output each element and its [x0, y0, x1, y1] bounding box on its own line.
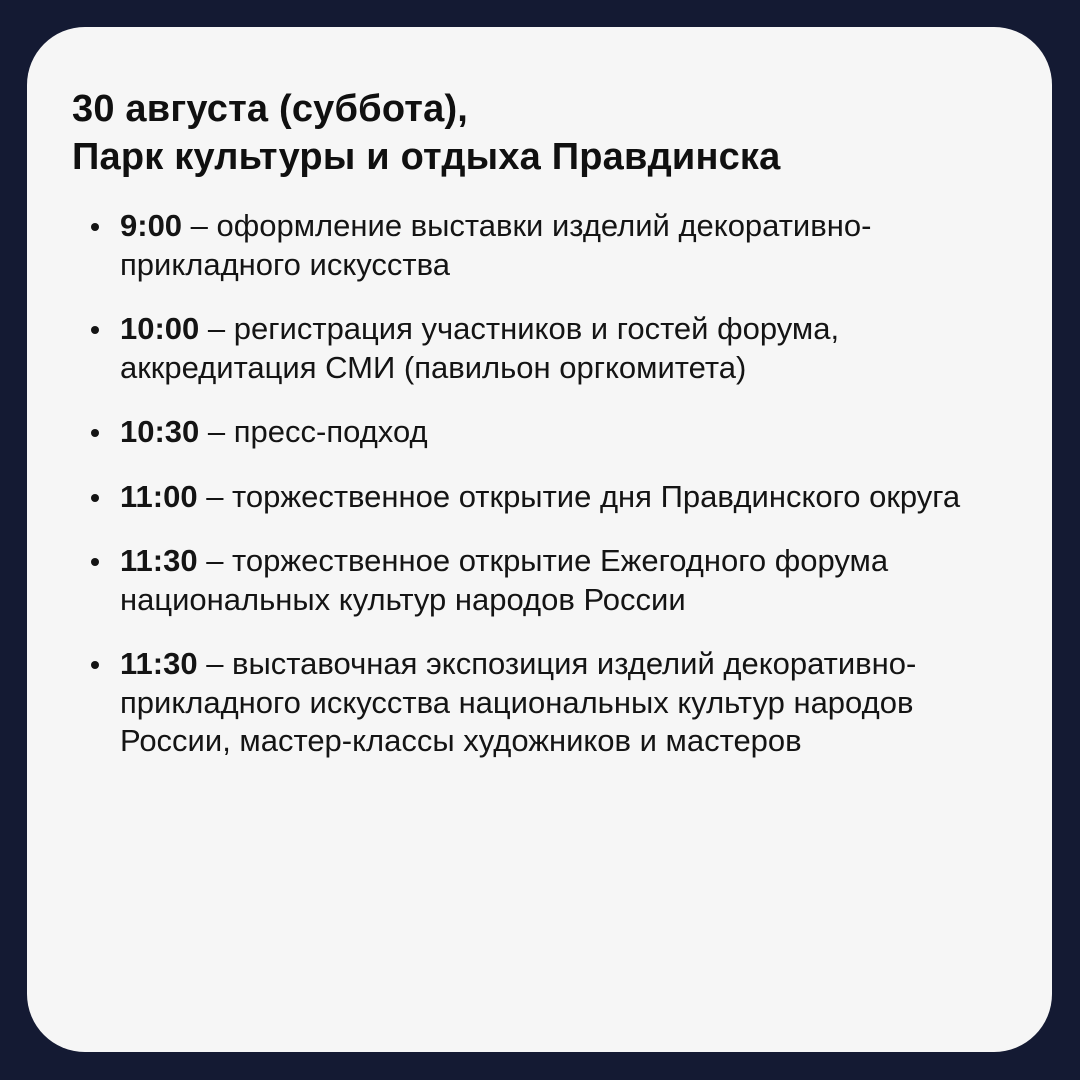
bullet-icon — [91, 223, 99, 231]
schedule-description: – выставочная экспозиция изделий декоративно-прикладного искусства национальных культур народов России, мастер-классы художников и мастеров — [120, 646, 917, 758]
schedule-item — [72, 645, 1016, 761]
title-location-line: Парк культуры и отдыха Правдинска — [72, 136, 781, 178]
schedule-item — [72, 542, 1016, 619]
schedule-time: 11:30 — [120, 543, 198, 578]
schedule-description: – оформление выставки изделий декоративно-прикладного искусства — [120, 208, 872, 282]
schedule-time: 9:00 — [120, 208, 183, 243]
bullet-icon — [91, 558, 99, 566]
title-date-line: 30 августа (суббота), — [72, 88, 469, 130]
schedule-time: 11:00 — [120, 478, 198, 514]
bullet-icon — [91, 494, 99, 502]
schedule-item — [72, 310, 1016, 387]
page-title — [72, 85, 1016, 181]
schedule-description: – регистрация участников и гостей форума, аккредитация СМИ (павильон оргкомитета) — [120, 311, 840, 385]
bullet-icon — [91, 326, 99, 334]
schedule-time: 11:30 — [120, 646, 198, 681]
schedule-item — [72, 413, 1016, 452]
schedule-item — [72, 207, 1016, 284]
schedule-list — [72, 207, 1016, 761]
schedule-time: 10:30 — [120, 414, 200, 449]
schedule-item — [72, 478, 1016, 517]
schedule-card — [27, 27, 1052, 1052]
schedule-description: – торжественное открытие Ежегодного форума национальных культур народов России — [120, 543, 889, 617]
bullet-icon — [91, 429, 99, 437]
bullet-icon — [91, 661, 99, 669]
schedule-description: – пресс-подход — [199, 414, 428, 449]
schedule-description: – торжественное открытие дня Правдинского округа — [197, 478, 961, 514]
schedule-time: 10:00 — [120, 311, 200, 346]
